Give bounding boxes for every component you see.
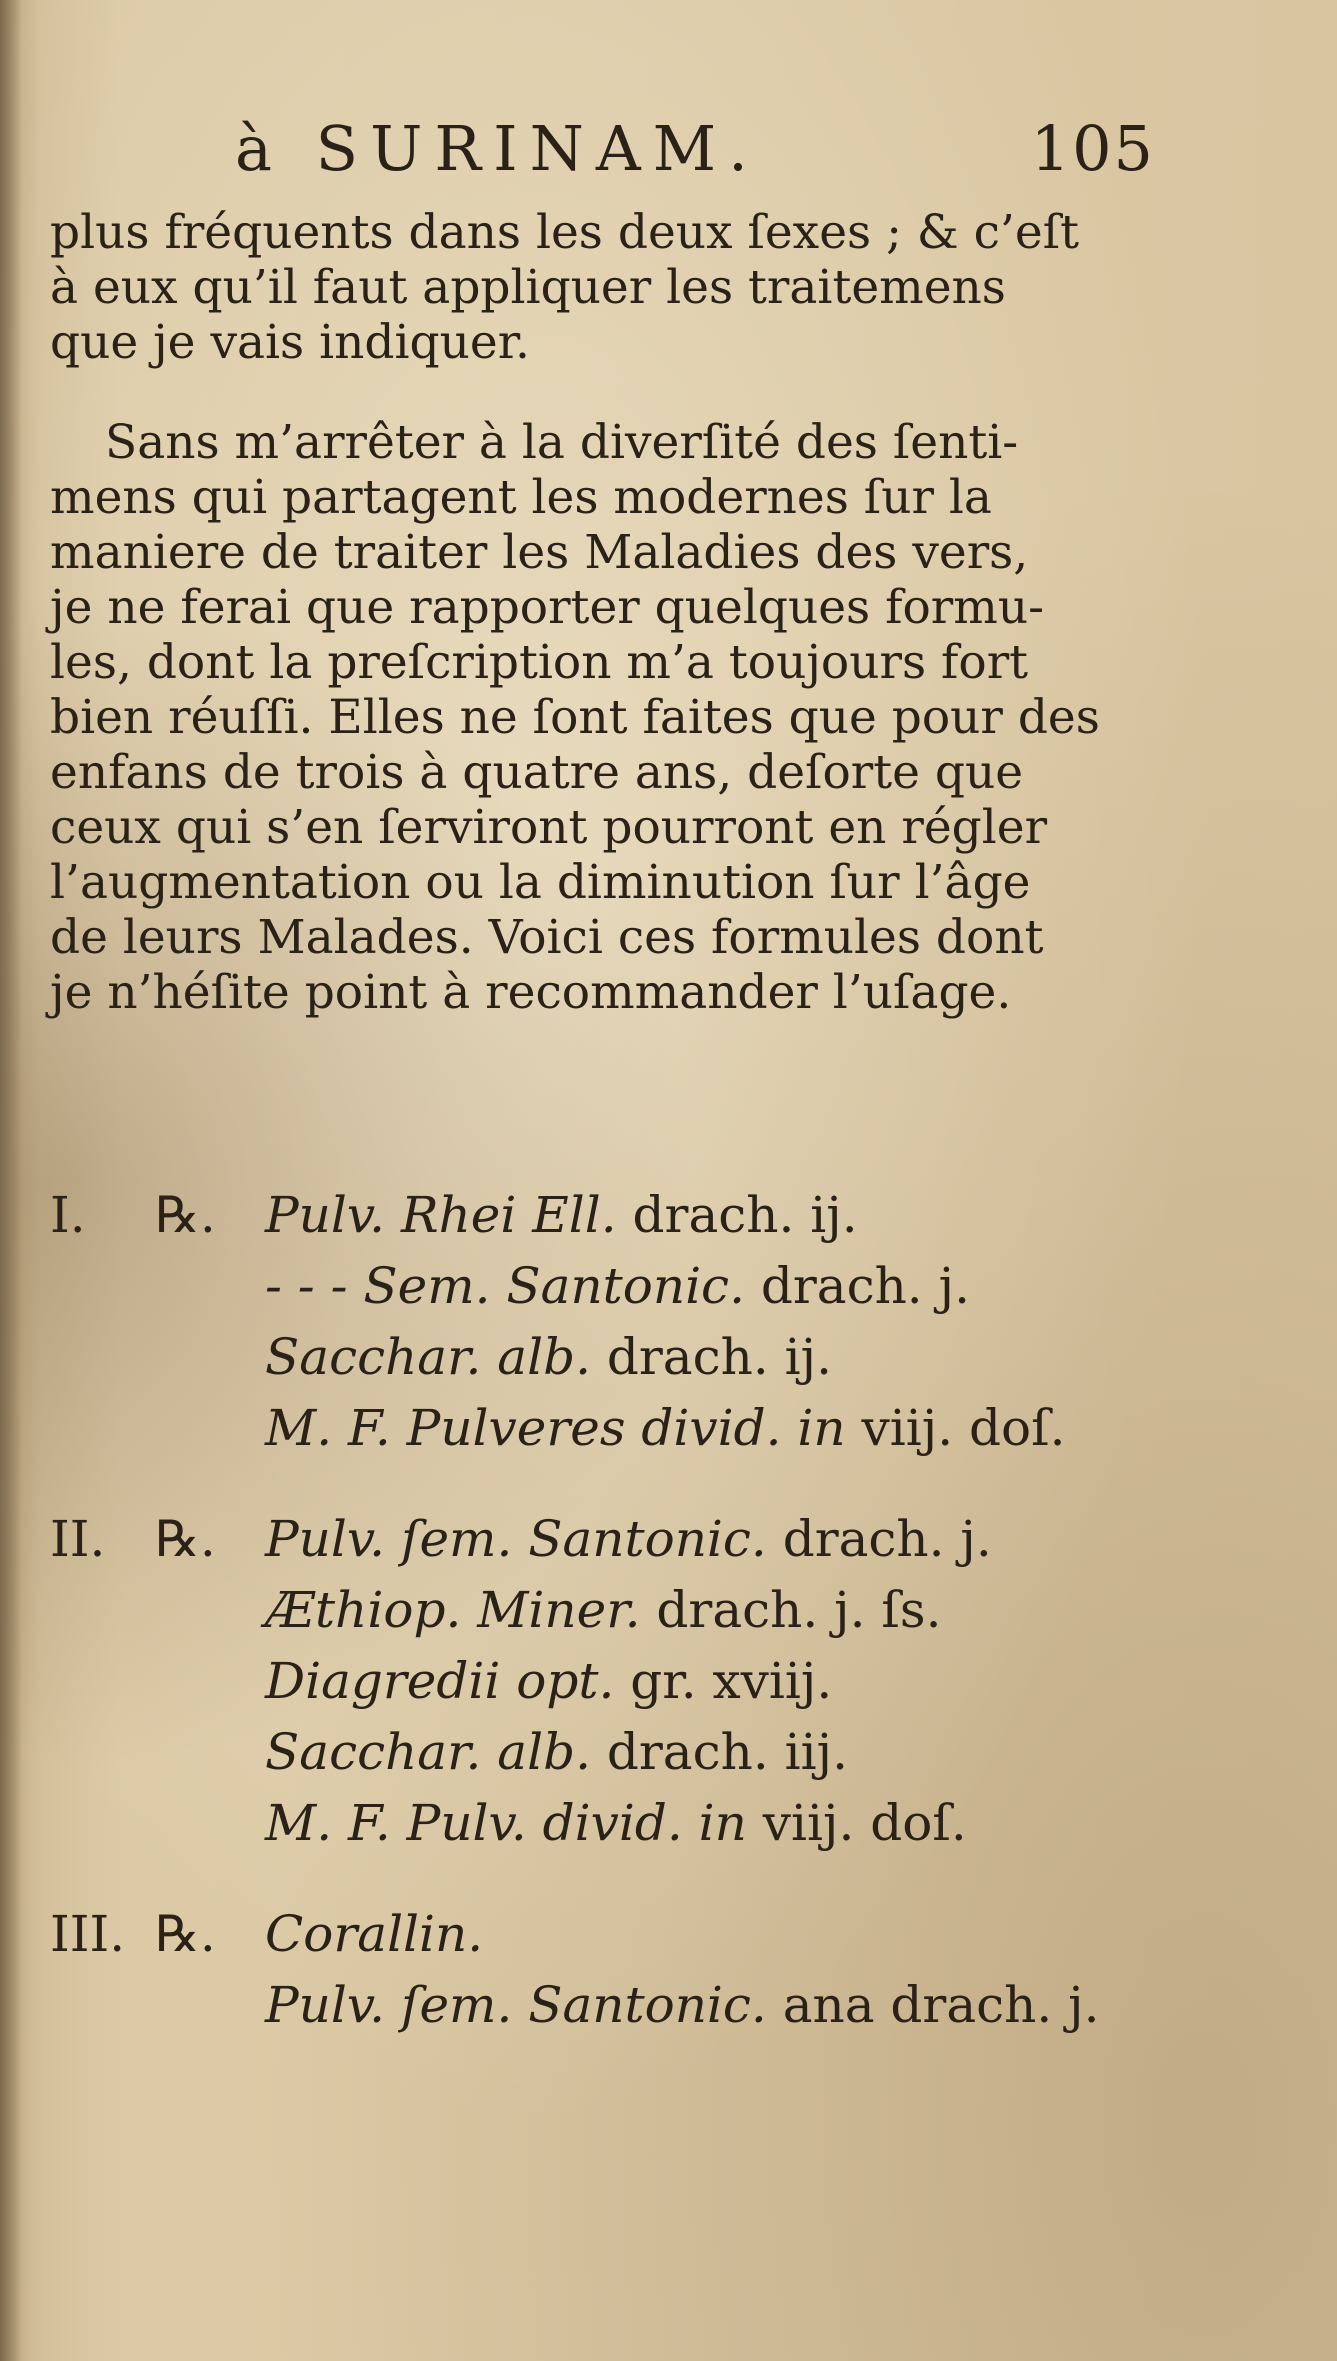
recipe-number: III.	[50, 1905, 126, 1963]
recipe-line	[50, 1722, 1150, 1793]
recipe-line	[50, 1327, 1150, 1398]
text-line: de leurs Malades. Voici ces formules dont	[50, 910, 1044, 965]
text-line: les, dont la preſcription m’a toujours fort	[50, 635, 1029, 690]
recipe-line	[50, 1651, 1150, 1722]
ingredient-name: Diagredii opt.	[265, 1652, 615, 1710]
ingredient-dose: drach. j. ſs.	[656, 1581, 942, 1639]
ingredient-name: Corallin.	[265, 1905, 484, 1963]
ingredient-name: Sacchar. alb.	[265, 1328, 591, 1386]
recipe-number: I.	[50, 1186, 86, 1244]
running-head	[235, 112, 1155, 192]
recipe-line	[50, 1256, 1150, 1327]
ingredient-name: Pulv. Rhei Ell.	[265, 1186, 617, 1244]
recipe-symbol: ℞.	[155, 1510, 216, 1568]
ingredient-dose: ana drach. j.	[782, 1976, 1100, 2034]
ingredient-dose: drach. j.	[782, 1510, 992, 1568]
recipe-number: II.	[50, 1510, 106, 1568]
ingredient-name: Pulv. ſem. Santonic.	[265, 1510, 767, 1568]
text-line: je n’héſite point à recommander l’uſage.	[50, 965, 1012, 1020]
ingredient-dose: drach. iij.	[606, 1723, 848, 1781]
recipe-symbol: ℞.	[155, 1905, 216, 1963]
text-line: Sans m’arrêter à la diverſité des ſenti-	[105, 415, 1019, 470]
ingredient-name: Sacchar. alb.	[265, 1723, 591, 1781]
recipe-list	[50, 1185, 1150, 2046]
text-line: plus fréquents dans les deux ſexes ; & c’eſt	[50, 205, 1079, 260]
running-head-title: à SURINAM.	[235, 112, 760, 185]
recipe-symbol: ℞.	[155, 1186, 216, 1244]
text-line: ceux qui s’en ſerviront pourront en régler	[50, 800, 1048, 855]
body-text	[50, 205, 1140, 1020]
recipe-line	[50, 1509, 1150, 1580]
page-gutter-shadow	[0, 0, 22, 2361]
text-line: je ne ferai que rapporter quelques formu-	[50, 580, 1044, 635]
text-line: que je vais indiquer.	[50, 315, 530, 370]
ingredient-dose: gr. xviij.	[630, 1652, 833, 1710]
ingredient-name: M. F. Pulveres divid. in	[265, 1399, 846, 1457]
ingredient-name: Æthiop. Miner.	[265, 1581, 641, 1639]
recipe-line	[50, 1580, 1150, 1651]
ingredient-dose: viij. doſ.	[762, 1794, 967, 1852]
ingredient-name: M. F. Pulv. divid. in	[265, 1794, 747, 1852]
recipe-line	[50, 1185, 1150, 1256]
text-line: l’augmentation ou la diminution ſur l’âge	[50, 855, 1031, 910]
text-line: maniere de traiter les Maladies des vers,	[50, 525, 1029, 580]
recipe-line	[50, 1904, 1150, 1975]
recipe-line	[50, 1975, 1150, 2046]
ingredient-dose: drach. j.	[760, 1257, 970, 1315]
ingredient-name: Pulv. ſem. Santonic.	[265, 1976, 767, 2034]
text-line: bien réuſſi. Elles ne ſont faites que pour des	[50, 690, 1100, 745]
ingredient-dose: viij. doſ.	[861, 1399, 1066, 1457]
page-number: 105	[1030, 112, 1155, 185]
recipe-line	[50, 1398, 1150, 1469]
recipe-line	[50, 1793, 1150, 1864]
ingredient-name: - - - Sem. Santonic.	[265, 1257, 745, 1315]
text-line: à eux qu’il faut appliquer les traitemens	[50, 260, 1006, 315]
ingredient-dose: drach. ij.	[606, 1328, 832, 1386]
text-line: enfans de trois à quatre ans, deſorte que	[50, 745, 1024, 800]
ingredient-dose: drach. ij.	[632, 1186, 858, 1244]
text-line: mens qui partagent les modernes ſur la	[50, 470, 992, 525]
